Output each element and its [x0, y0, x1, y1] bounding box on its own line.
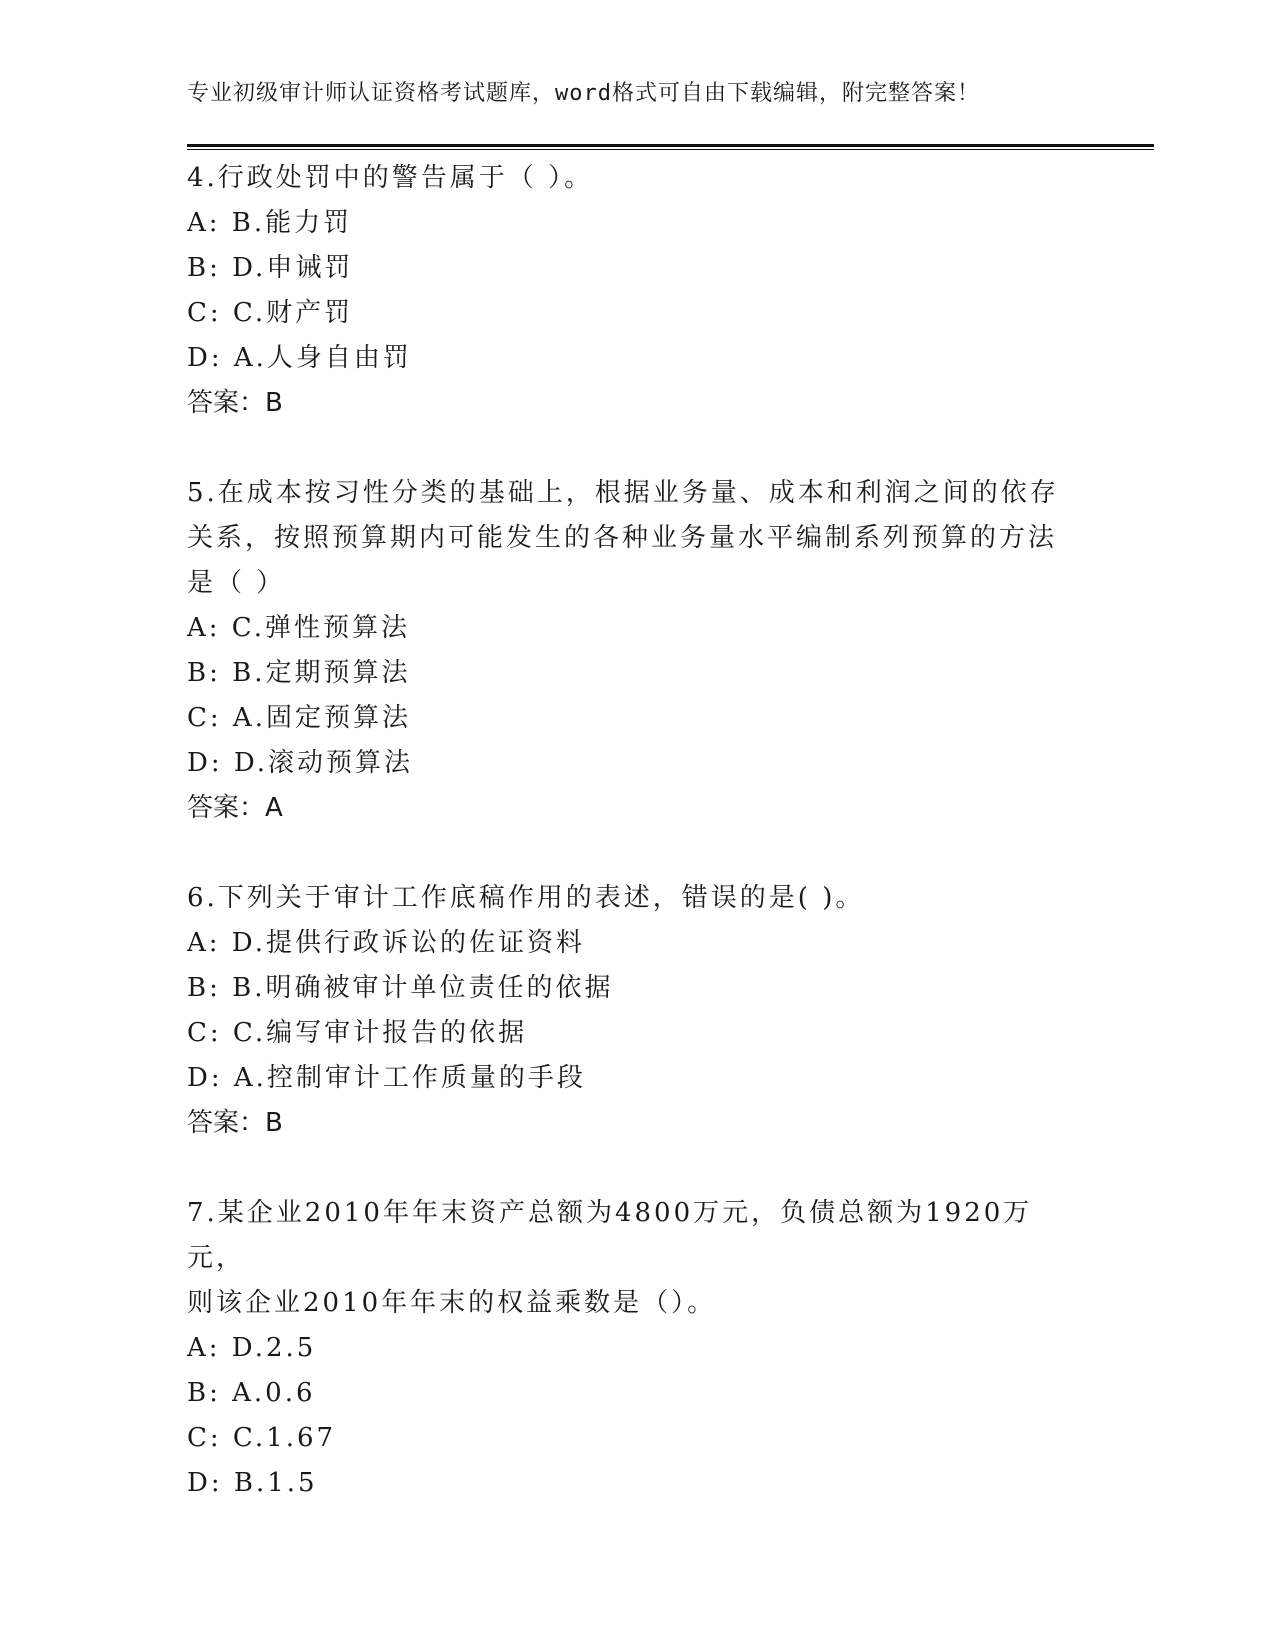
option-d: D: A.控制审计工作质量的手段 — [187, 1063, 586, 1093]
option-a: A: D.2.5 — [187, 1333, 317, 1363]
question-stem-line: 是（ ） — [187, 568, 286, 598]
option-c: C: C.财产罚 — [187, 298, 354, 328]
question-stem-line: 5.在成本按习性分类的基础上，根据业务量、成本和利润之间的依存 — [187, 478, 1059, 508]
option-d: D: B.1.5 — [187, 1468, 318, 1498]
option-d: D: A.人身自由罚 — [187, 343, 412, 373]
question-list — [187, 156, 1087, 1506]
question-spacer — [187, 831, 1087, 876]
option-b: B: B.明确被审计单位责任的依据 — [187, 973, 614, 1003]
question-stem: 4.行政处罚中的警告属于（ ）。 — [187, 163, 594, 193]
question-4 — [187, 156, 1087, 426]
header-divider — [187, 144, 1154, 150]
answer: 答案：B — [187, 388, 283, 418]
option-c: C: A.固定预算法 — [187, 703, 411, 733]
option-a: A: D.提供行政诉讼的佐证资料 — [187, 928, 585, 958]
question-5 — [187, 471, 1087, 831]
answer: 答案：A — [187, 793, 283, 823]
question-stem-line: 关系，按照预算期内可能发生的各种业务量水平编制系列预算的方法 — [187, 523, 1058, 553]
question-stem-line: 7.某企业2010年年末资产总额为4800万元，负债总额为1920万元， — [187, 1198, 1033, 1273]
option-c: C: C.编写审计报告的依据 — [187, 1018, 528, 1048]
option-b: B: B.定期预算法 — [187, 658, 411, 688]
question-spacer — [187, 1146, 1087, 1191]
question-7 — [187, 1191, 1087, 1506]
page-header: 专业初级审计师认证资格考试题库，word格式可自由下载编辑，附完整答案！ — [187, 81, 980, 106]
option-d: D: D.滚动预算法 — [187, 748, 414, 778]
question-stem: 6.下列关于审计工作底稿作用的表述，错误的是( )。 — [187, 883, 865, 913]
option-c: C: C.1.67 — [187, 1423, 337, 1453]
option-b: B: A.0.6 — [187, 1378, 316, 1408]
question-stem-line: 则该企业2010年年末的权益乘数是（）。 — [187, 1288, 717, 1318]
answer: 答案：B — [187, 1108, 283, 1138]
option-b: B: D.申诫罚 — [187, 253, 354, 283]
option-a: A: B.能力罚 — [187, 208, 353, 238]
question-spacer — [187, 426, 1087, 471]
question-6 — [187, 876, 1087, 1146]
option-a: A: C.弹性预算法 — [187, 613, 411, 643]
